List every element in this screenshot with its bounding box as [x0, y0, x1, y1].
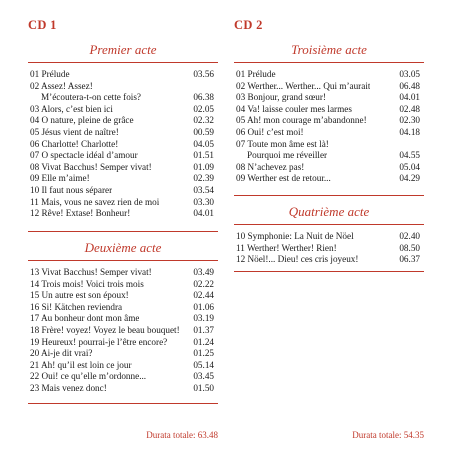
track-duration: 01.51 [193, 150, 214, 161]
track-title: 05 Ah! mon courage m’abandonne! [236, 115, 367, 126]
track-duration: 02.22 [193, 278, 214, 289]
track-duration: 02.05 [193, 103, 214, 114]
cd2-act2-box [234, 224, 424, 272]
cd1-total-duration: Durata totale: 63.48 [146, 430, 218, 440]
track-duration: 03.19 [193, 313, 214, 324]
track-row [30, 150, 214, 162]
cd2-title: CD 2 [234, 18, 263, 32]
track-duration: 02.40 [399, 231, 420, 241]
track-title: 21 Ah! qu’il est loin ce jour [30, 359, 132, 370]
track-duration: 04.29 [399, 173, 420, 184]
track-duration: 02.32 [193, 115, 214, 126]
cd1-act2-box [28, 260, 218, 404]
track-duration: 03.05 [399, 69, 420, 79]
cd2-act1-title: Troisième acte [291, 42, 367, 57]
cd2-act1-box [234, 62, 424, 196]
track-duration: 01.24 [193, 336, 214, 347]
track-title: 04 Va! laisse couler mes larmes [236, 103, 352, 114]
cd1-title: CD 1 [28, 18, 57, 32]
track-row [30, 267, 214, 279]
track-title: 06 Charlotte! Charlotte! [30, 138, 119, 149]
track-duration: 00.59 [193, 126, 214, 137]
track-title: 07 O spectacle idéal d’amour [30, 150, 138, 161]
track-duration: 02.48 [399, 103, 420, 114]
cd1-act1-box [28, 62, 218, 232]
track-duration: 01.37 [193, 324, 214, 335]
cd1-act1-title: Premier acte [89, 42, 157, 57]
cd1-act1-tracklist [30, 69, 214, 220]
track-row [30, 139, 214, 151]
track-row [236, 150, 420, 162]
track-row [30, 313, 214, 325]
cd1-act2-tracklist [30, 267, 214, 395]
track-row [30, 185, 214, 197]
track-title: 23 Mais venez donc! [30, 382, 107, 393]
track-title: 01 Prélude [236, 69, 276, 79]
track-row [30, 92, 214, 104]
track-title: M’écoutera-t-on cette fois? [41, 92, 141, 103]
track-duration: 02.39 [193, 173, 214, 184]
track-row [236, 162, 420, 174]
cd1-act2-title: Deuxième acte [84, 240, 162, 255]
track-row [30, 69, 214, 81]
track-title: 15 Un autre est son époux! [30, 290, 129, 301]
track-title: 09 Elle m’aime! [30, 173, 90, 184]
track-duration: 06.38 [193, 92, 214, 103]
track-row [30, 197, 214, 209]
track-row [30, 81, 214, 93]
track-duration: 01.25 [193, 348, 214, 359]
track-title: 11 Werther! Werther! Rien! [236, 242, 337, 253]
track-duration: 02.30 [399, 115, 420, 126]
track-row [30, 127, 214, 139]
track-title: 22 Oui! ce qu’elle m’ordonne... [30, 371, 147, 382]
track-title: 19 Heureux! pourrai-je l’être encore? [30, 336, 168, 347]
track-duration: 04.05 [193, 138, 214, 149]
track-duration: 01.50 [193, 382, 214, 393]
track-duration: 03.56 [193, 69, 214, 79]
track-title: 14 Trois mois! Voici trois mois [30, 278, 144, 289]
track-title: 10 Symphonie: La Nuit de Nöel [236, 231, 354, 241]
track-row [236, 173, 420, 185]
track-title: Pourquoi me réveiller [247, 150, 328, 161]
track-duration: 04.18 [399, 126, 420, 137]
track-title: 12 Nöel!... Dieu! ces cris joyeux! [236, 254, 359, 265]
track-title: 18 Frère! voyez! Voyez le beau bouquet! [30, 324, 180, 335]
track-title: 02 Assez! Assez! [30, 80, 93, 91]
track-row [30, 162, 214, 174]
track-title: 20 Ai-je dit vrai? [30, 348, 93, 359]
track-duration: 06.37 [399, 254, 420, 265]
track-duration: 01.06 [193, 301, 214, 312]
track-duration: 04.01 [399, 92, 420, 103]
track-title: 16 Si! Kätchen reviendra [30, 301, 123, 312]
track-row [236, 254, 420, 266]
track-row [236, 243, 420, 255]
track-title: 06 Oui! c’est moi! [236, 126, 304, 137]
track-row [30, 290, 214, 302]
track-title: 12 Rêve! Extase! Bonheur! [30, 208, 131, 219]
track-title: 17 Au bonheur dont mon âme [30, 313, 140, 324]
track-title: 07 Toute mon âme est là! [236, 138, 329, 149]
track-row [236, 92, 420, 104]
track-row [30, 104, 214, 116]
track-duration: 06.48 [399, 80, 420, 91]
track-title: 04 O nature, pleine de grâce [30, 115, 134, 126]
track-title: 05 Jésus vient de naître! [30, 126, 119, 137]
track-row [236, 81, 420, 93]
track-row [30, 325, 214, 337]
track-title: 01 Prélude [30, 69, 70, 79]
cd2-act2-tracklist [236, 231, 420, 266]
track-duration: 01.09 [193, 161, 214, 172]
track-duration: 08.50 [399, 242, 420, 253]
track-row [30, 115, 214, 127]
track-title: 11 Mais, vous ne savez rien de moi [30, 196, 160, 207]
track-title: 08 Vivat Bacchus! Semper vivat! [30, 161, 152, 172]
cd2-act2-title: Quatrième acte [288, 204, 370, 219]
track-row [30, 383, 214, 395]
track-row [30, 302, 214, 314]
track-duration: 03.30 [193, 196, 214, 207]
track-duration: 03.49 [193, 267, 214, 277]
track-row [236, 127, 420, 139]
track-duration: 04.55 [399, 150, 420, 161]
track-row [30, 279, 214, 291]
cd2-total-duration: Durata totale: 54.35 [352, 430, 424, 440]
track-row [30, 348, 214, 360]
track-duration: 02.44 [193, 290, 214, 301]
track-row [236, 69, 420, 81]
track-duration: 03.54 [193, 184, 214, 195]
track-title: 09 Werther est de retour... [236, 173, 331, 184]
track-title: 10 Il faut nous séparer [30, 184, 113, 195]
track-title: 02 Werther... Werther... Qui m’aurait [236, 80, 371, 91]
track-title: 08 N’achevez pas! [236, 161, 305, 172]
track-duration: 04.01 [193, 208, 214, 219]
track-row [236, 115, 420, 127]
track-row [30, 371, 214, 383]
track-duration: 05.14 [193, 359, 214, 370]
track-row [30, 360, 214, 372]
track-row [236, 139, 420, 151]
track-duration: 03.45 [193, 371, 214, 382]
track-row [30, 208, 214, 220]
track-title: 13 Vivat Bacchus! Semper vivat! [30, 267, 152, 277]
track-title: 03 Bonjour, grand sœur! [236, 92, 326, 103]
track-row [30, 337, 214, 349]
track-row [30, 173, 214, 185]
track-title: 03 Alors, c’est bien ici [30, 103, 113, 114]
track-duration: 05.04 [399, 161, 420, 172]
track-row [236, 231, 420, 243]
track-row [236, 104, 420, 116]
cd2-act1-tracklist [236, 69, 420, 185]
